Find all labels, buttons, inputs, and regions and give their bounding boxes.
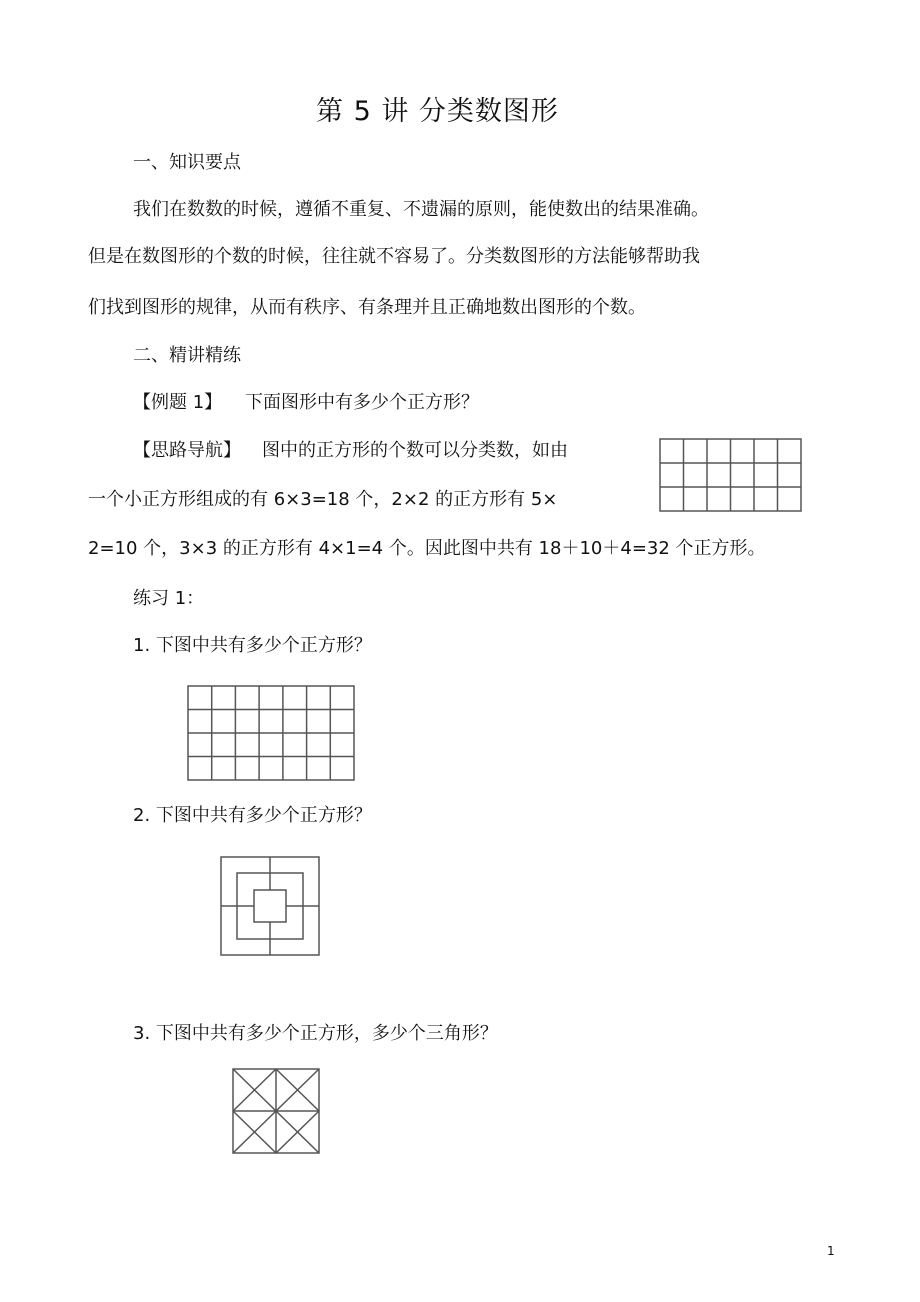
practice-1-grid-figure [187, 685, 357, 783]
example-label: 【例题 1】 [133, 392, 223, 413]
paragraph-line-1: 我们在数数的时候，遵循不重复、不遗漏的原则，能使数出的结果准确。 [133, 199, 709, 220]
example-grid-figure [659, 438, 803, 513]
practice-2-nested-squares-figure [220, 856, 322, 958]
hint-line-1: 图中的正方形的个数可以分类数，如由 [262, 440, 568, 461]
hint-line-2: 一个小正方形组成的有 6×3=18 个，2×2 的正方形有 5× [88, 489, 558, 510]
practice-question-3: 3. 下图中共有多少个正方形，多少个三角形？ [133, 1023, 498, 1044]
example-question: 下面图形中有多少个正方形？ [245, 392, 479, 413]
paragraph-line-2: 但是在数图形的个数的时候，往往就不容易了。分类数图形的方法能够帮助我 [88, 246, 700, 267]
page-title: 第 5 讲 分类数图形 [316, 96, 559, 127]
hint-line-3: 2=10 个，3×3 的正方形有 4×1=4 个。因此图中共有 18＋10＋4=32 个正方形。 [88, 538, 766, 559]
practice-label: 练习 1： [133, 588, 205, 609]
paragraph-line-3: 们找到图形的规律，从而有秩序、有条理并且正确地数出图形的个数。 [88, 297, 646, 318]
practice-question-2: 2. 下图中共有多少个正方形？ [133, 805, 372, 826]
practice-question-1: 1. 下图中共有多少个正方形？ [133, 635, 372, 656]
section-heading-knowledge: 一、知识要点 [133, 152, 241, 173]
section-heading-practice: 二、精讲精练 [133, 345, 241, 366]
page-number: 1 [827, 1244, 835, 1258]
hint-label: 【思路导航】 [133, 440, 241, 461]
practice-3-diagonal-grid-figure [232, 1068, 322, 1156]
